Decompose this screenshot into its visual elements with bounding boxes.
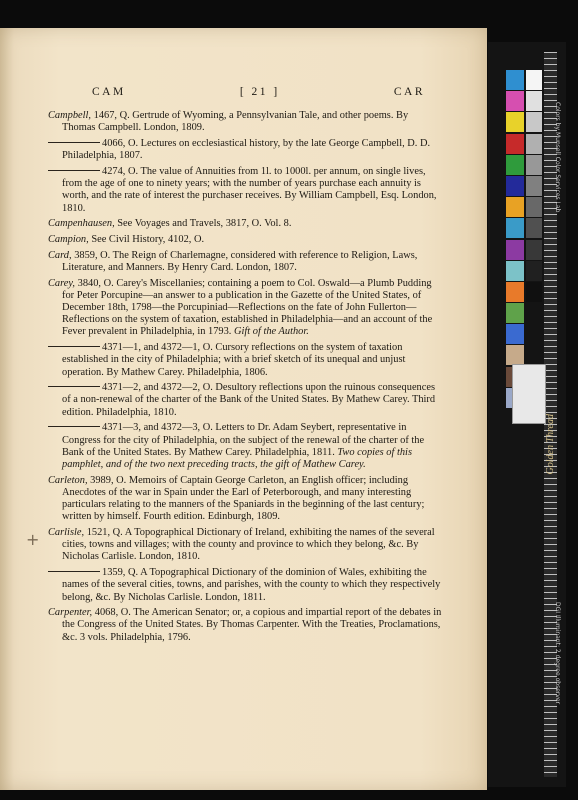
color-calibration-target: [488, 42, 566, 787]
color-patch: [506, 303, 524, 323]
target-label-top: Colors by Munsell Color Services Lab: [554, 102, 561, 213]
color-patch: [506, 134, 524, 154]
entry-text: 4068, O. The American Senator; or, a copious and impartial report of the debates in the Congress of the United States. By Thomas Carpenter. With the Treaties, Proclamations, &c. 3 vols. Philadelphia, 1796.: [62, 607, 442, 643]
color-patch: [506, 197, 524, 217]
color-patch: [506, 240, 524, 260]
gray-patch: [526, 218, 542, 238]
page-number: [ 21 ]: [239, 86, 280, 98]
color-patch: [506, 345, 524, 365]
gray-patch: [526, 155, 542, 175]
gray-patch: [526, 282, 542, 302]
running-head: [92, 86, 425, 98]
color-patch: [506, 112, 524, 132]
catalogue-entry: [48, 110, 443, 134]
catalogue-entry: [48, 527, 443, 564]
entry-text: 4371—3, and 4372—3, O. Letters to Dr. Adam Seybert, representative in Congress for the city of Philadelphia, on the subject of the renewal of the charter of the Bank of the United States. By Mathew Carey. Philadelphia, 1811.: [62, 422, 425, 458]
entry-heading: Carpenter,: [48, 607, 93, 619]
gray-patch: [526, 91, 542, 111]
gray-patch: [526, 176, 542, 196]
catalogue-entry: [48, 278, 443, 339]
entry-heading: Campbell,: [48, 110, 92, 122]
entry-text: 4371—2, and 4372—2, O. Desultory reflections upon the ruinous consequences of a non-renewal of the charter of the Bank of the United States. By Mathew Carey. Third edition. Philadelphia, 1810.: [62, 382, 436, 418]
catalogue-entry: [48, 166, 443, 215]
ditto-dash: [48, 170, 100, 171]
catalogue-entries: [48, 110, 443, 644]
color-patch: [506, 91, 524, 111]
entry-text: 4371—1, and 4372—1, O. Cursory reflections on the system of taxation established in the city of Philadelphia; with a brief sketch of its unequal and unjust operation. By Mathew Carey. Philadelphia, 1806.: [62, 342, 406, 378]
book-page: [0, 28, 487, 790]
gray-patch: [526, 197, 542, 217]
gray-patch: [526, 261, 542, 281]
ditto-dash: [48, 142, 100, 143]
color-patch: [506, 261, 524, 281]
running-head-left: CAM: [92, 86, 126, 98]
catalogue-entry: [48, 234, 443, 246]
ditto-dash: [48, 571, 100, 572]
target-label-bottom: DGI Illuminant: 2 degree observer: [554, 602, 561, 705]
entry-heading: Card,: [48, 249, 72, 261]
label-card: [512, 364, 546, 424]
gray-patch: [526, 70, 542, 90]
entry-heading: Carleton,: [48, 474, 88, 486]
entry-text: See Civil History, 4102, O.: [91, 234, 205, 246]
running-head-right: CAR: [393, 86, 425, 98]
entry-text: 3840, O. Carey's Miscellanies; containing a poem to Col. Oswald—a Plumb Pudding for Peter Porcupine—an answer to a publication in the Gazette of the United States, of December 18th, 1798—the Porcupiniad—Reflections on the fate of John Fullerton—Reflections on the system of taxation, established in Philadelphia—and an account of the Fever prevalent in Philadelphia, in 1793.: [62, 277, 433, 338]
ditto-dash: [48, 386, 100, 387]
entry-text: 1521, Q. A Topographical Dictionary of Ireland, exhibiting the names of the several cities, towns and villages; with the county and province to which they belong, &c. By Nicholas Carlisle. London, 1810.: [62, 527, 435, 563]
catalogue-entry: [48, 607, 443, 644]
entry-text: 4066, O. Lectures on ecclesiastical history, by the late George Campbell, D. D. Philadelphia, 1807.: [62, 138, 431, 162]
gray-scale-column: [526, 70, 542, 303]
catalogue-entry: [48, 218, 443, 230]
entry-text: 3859, O. The Reign of Charlemagne, considered with reference to Religion, Laws, Literature, and Manners. By Henry Card. London, 1807.: [62, 249, 418, 273]
entry-note: Two copies of this pamphlet, and of the two next preceding tracts, the gift of Mathew Carey.: [62, 446, 412, 470]
color-patch: [506, 176, 524, 196]
entry-text: 1467, Q. Gertrude of Wyoming, a Pennsylvanian Tale, and other poems. By Thomas Campbell. London, 1809.: [62, 110, 409, 134]
entry-heading: Campenhausen,: [48, 218, 115, 230]
catalogue-entry: [48, 475, 443, 524]
entry-text: See Voyages and Travels, 3817, O. Vol. 8.: [117, 218, 292, 230]
entry-note: Gift of the Author.: [234, 326, 309, 338]
gray-patch: [526, 134, 542, 154]
gray-patch: [526, 240, 542, 260]
entry-text: 3989, O. Memoirs of Captain George Carleton, an English officer; including Anecdotes of the war in Spain under the Earl of Peterborough, and many interesting particulars relating to the manners of the Spaniards in the beginning of the last century; written by himself. Fourth edition. Edinburgh, 1809.: [62, 474, 425, 523]
color-patch: [506, 324, 524, 344]
page-content: [48, 86, 443, 647]
entry-text: 4274, O. The value of Annuities from 1l. to 1000l. per annum, on single lives, from the age of one to ninety years; with the number of years purchase each annuity is worth, and the rate of interest the purchaser receives. By William Campbell, Esq. London, 1810.: [62, 166, 437, 214]
pencil-mark: +: [26, 530, 40, 549]
ditto-dash: [48, 426, 100, 427]
color-patch: [506, 218, 524, 238]
gray-patch: [526, 112, 542, 132]
catalogue-entry: [48, 382, 443, 419]
catalogue-entry: [48, 138, 443, 162]
entry-heading: Carey,: [48, 277, 76, 289]
color-patch: [506, 70, 524, 90]
color-patch: [506, 155, 524, 175]
entry-text: 1359, Q. A Topographical Dictionary of the dominion of Wales, exhibiting the names of the several cities, towns, and parishes, with the county to which they respectively belong, &c. By Nicholas Carlisle. London, 1811.: [62, 567, 441, 603]
catalogue-entry: [48, 422, 443, 471]
entry-heading: Carlisle,: [48, 527, 85, 538]
catalogue-entry: [48, 342, 443, 379]
color-patch-column: [506, 70, 524, 409]
catalogue-entry: [48, 567, 443, 604]
catalogue-entry: [48, 250, 443, 274]
ditto-dash: [48, 346, 100, 347]
entry-heading: Campion,: [48, 234, 89, 246]
color-patch: [506, 282, 524, 302]
golden-thread-label: Golden Thread: [545, 414, 556, 475]
